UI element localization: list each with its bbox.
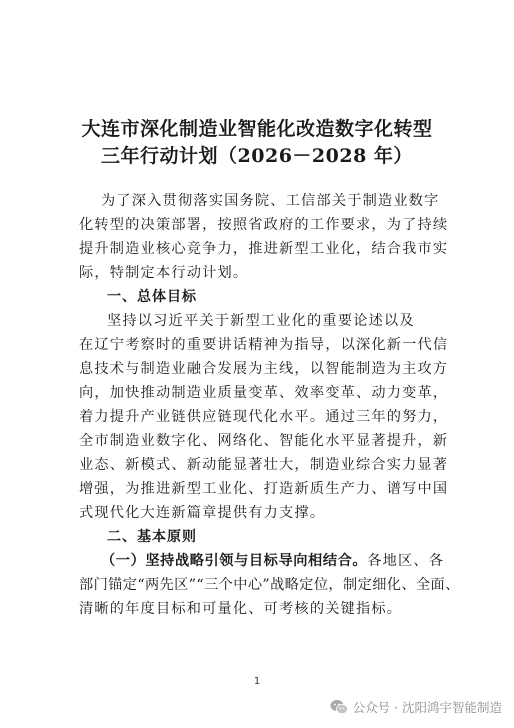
intro-line-4: 际，特制定本行动计划。	[79, 265, 249, 281]
principle1-line-3: 清晰的年度目标和可量化、可考核的关键指标。	[79, 601, 403, 617]
section-heading-basic-principles: 二、基本原则	[107, 529, 197, 545]
section1-line-2: 在辽宁考察时的重要讲话精神为指导，以深化新一代信	[79, 337, 449, 353]
intro-line-2: 化转型的决策部署，按照省政府的工作要求，为了持续	[79, 217, 449, 233]
intro-line-1: 为了深入贯彻落实国务院、工信部关于制造业数字	[101, 193, 440, 209]
section1-line-1: 坚持以习近平关于新型工业化的重要论述以及	[107, 313, 415, 329]
page-number: 1	[253, 676, 261, 687]
principle1-lead: （一）坚持战略引领与目标导向相结合。	[101, 553, 368, 569]
section1-line-3: 息技术与制造业融合发展为主线，以智能制造为主攻方	[79, 361, 449, 377]
principle1-line-1	[101, 549, 445, 573]
section1-line-7: 业态、新模式、新动能显著壮大，制造业综合实力显著	[79, 457, 449, 473]
watermark-text: 公众号 · 沈阳鸿宇智能制造	[352, 700, 502, 715]
principle1-rest: 各地区、各	[367, 553, 445, 569]
principle1-line-2: 部门锚定“两先区”“三个中心”战略定位，制定细化、全面、	[79, 577, 460, 593]
section-heading-general-goal: 一、总体目标	[107, 289, 197, 305]
section1-line-9: 式现代化大连新篇章提供有力支撑。	[79, 505, 326, 521]
section1-line-8: 增强，为推进新型工业化、打造新质生产力、谱写中国	[79, 481, 449, 497]
wechat-icon	[330, 699, 348, 715]
intro-line-3: 提升制造业核心竞争力，推进新型工业化，结合我市实	[79, 241, 449, 257]
document-title-line-2: 三年行动计划（2026－2028 年）	[101, 145, 413, 167]
section1-line-4: 向，加快推动制造业质量变革、效率变革、动力变革，	[79, 385, 449, 401]
document-title-line-1: 大连市深化制造业智能化改造数字化转型	[81, 118, 433, 140]
wechat-watermark	[330, 698, 502, 716]
section1-line-6: 全市制造业数字化、网络化、智能化水平显著提升，新	[79, 433, 449, 449]
section1-line-5: 着力提升产业链供应链现代化水平。通过三年的努力，	[79, 409, 449, 425]
